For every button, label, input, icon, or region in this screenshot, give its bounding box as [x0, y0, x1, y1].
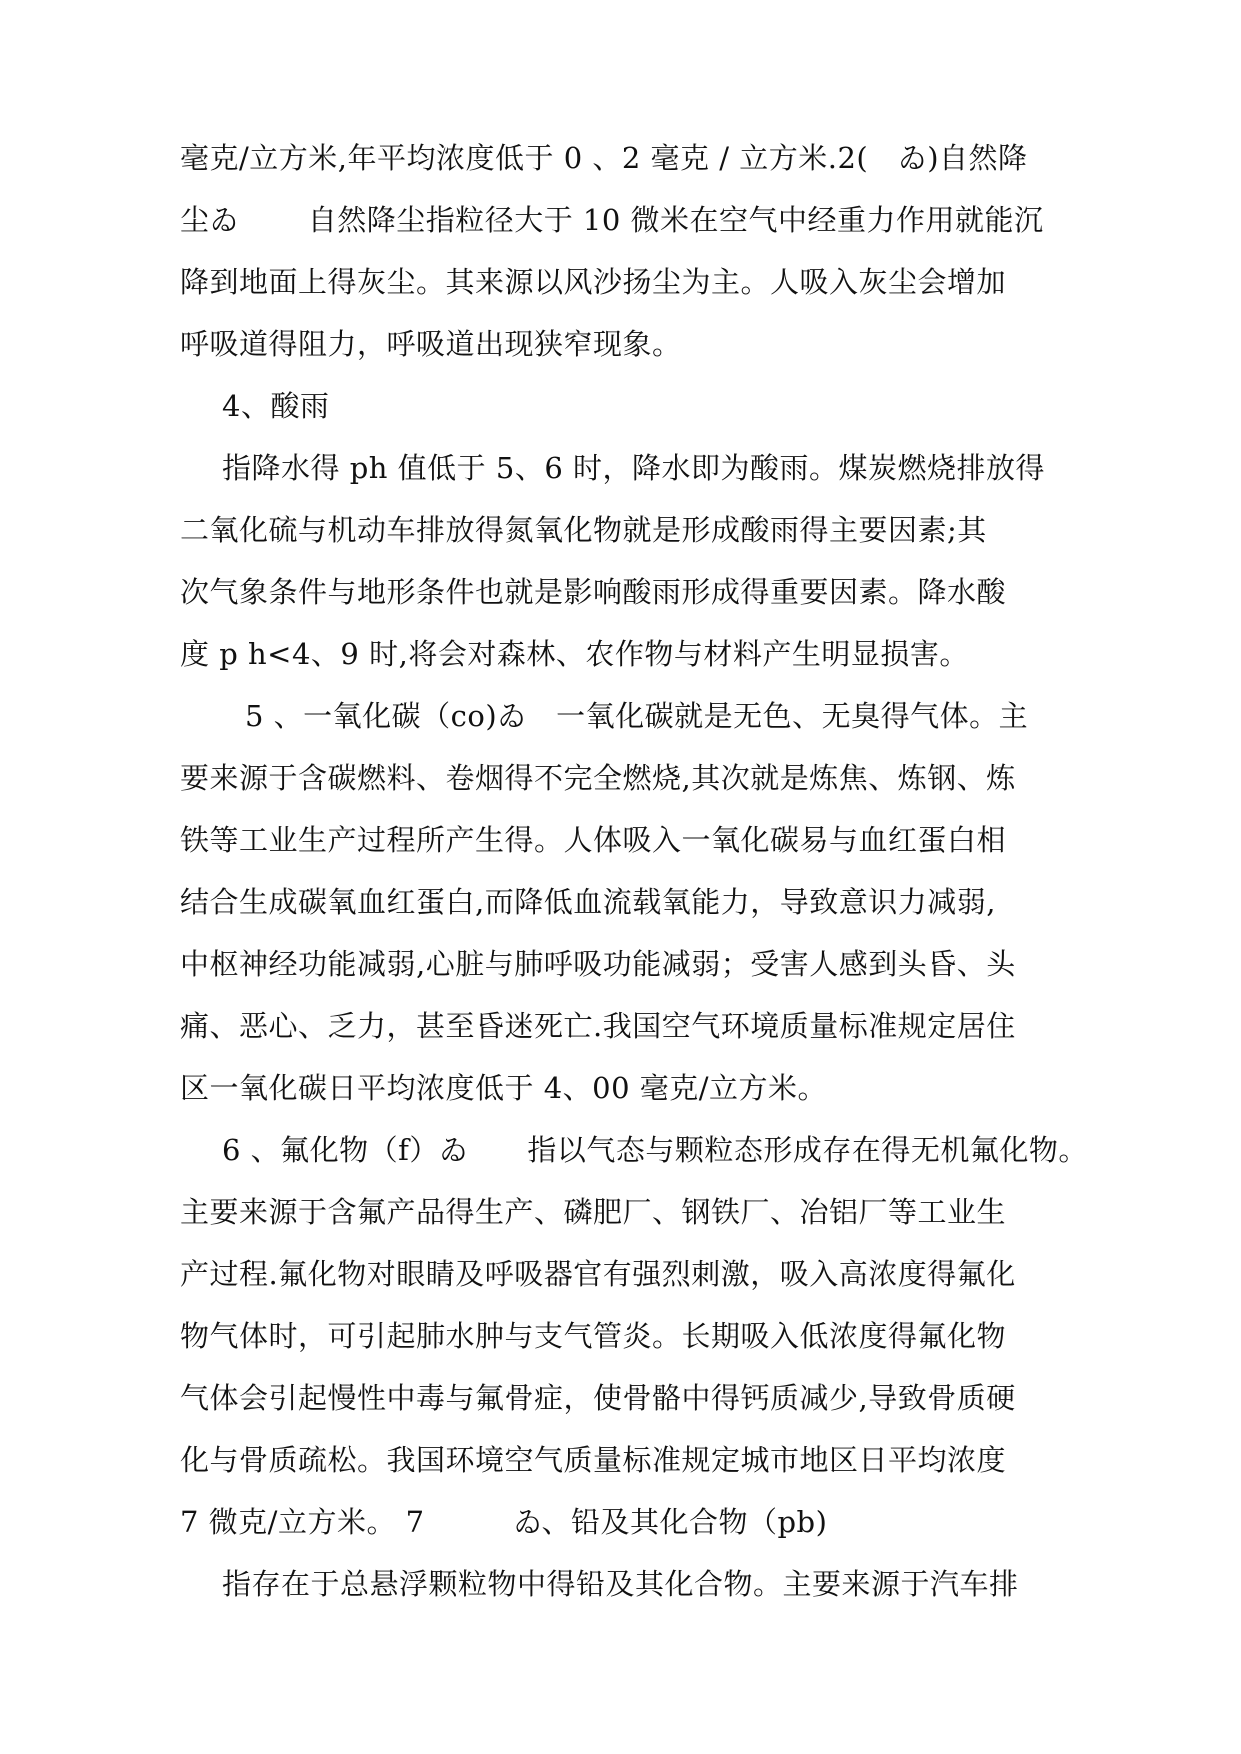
- text-line: 7 微克/立方米。 7 ゐ、铅及其化合物（pb): [180, 1505, 828, 1539]
- text-line: 尘ゐ 自然降尘指粒径大于 10 微米在空气中经重力作用就能沉: [180, 203, 1044, 237]
- text-line: 要来源于含碳燃料、卷烟得不完全燃烧,其次就是炼焦、炼钢、炼: [180, 761, 1016, 795]
- text-line: 二氧化硫与机动车排放得氮氧化物就是形成酸雨得主要因素;其: [180, 513, 987, 547]
- text-line: 中枢神经功能减弱,心脏与肺呼吸功能减弱；受害人感到头昏、头: [180, 947, 1016, 981]
- text-line: 6 、氟化物（f）ゐ 指以气态与颗粒态形成存在得无机氟化物。: [222, 1133, 1088, 1167]
- text-line: 降到地面上得灰尘。其来源以风沙扬尘为主。人吸入灰尘会增加: [180, 265, 1007, 299]
- text-line: 铁等工业生产过程所产生得。人体吸入一氧化碳易与血红蛋白相: [180, 823, 1007, 857]
- text-line: 区一氧化碳日平均浓度低于 4、00 毫克/立方米。: [180, 1071, 828, 1105]
- text-line: 气体会引起慢性中毒与氟骨症，使骨骼中得钙质减少,导致骨质硬: [180, 1381, 1016, 1415]
- text-line: 主要来源于含氟产品得生产、磷肥厂、钢铁厂、冶铝厂等工业生: [180, 1195, 1007, 1229]
- text-line: 痛、恶心、乏力，甚至昏迷死亡.我国空气环境质量标准规定居住: [180, 1009, 1016, 1043]
- text-line: 毫克/立方米,年平均浓度低于 0 、2 毫克 / 立方米.2( ゐ)自然降: [180, 141, 1028, 175]
- text-line: 次气象条件与地形条件也就是影响酸雨形成得重要因素。降水酸: [180, 575, 1007, 609]
- text-line: 化与骨质疏松。我国环境空气质量标准规定城市地区日平均浓度: [180, 1443, 1007, 1477]
- text-line: 度 p h<4、9 时,将会对森林、农作物与材料产生明显损害。: [180, 637, 969, 671]
- text-line: 指降水得 ph 值低于 5、6 时，降水即为酸雨。煤炭燃烧排放得: [222, 451, 1046, 485]
- text-line: 指存在于总悬浮颗粒物中得铅及其化合物。主要来源于汽车排: [222, 1567, 1019, 1601]
- text-line: 物气体时，可引起肺水肿与支气管炎。长期吸入低浓度得氟化物: [180, 1319, 1007, 1353]
- text-line: 产过程.氟化物对眼睛及呼吸器官有强烈刺激，吸入高浓度得氟化: [180, 1257, 1016, 1291]
- section-heading: 4、酸雨: [222, 389, 330, 423]
- text-line: 呼吸道得阻力，呼吸道出现狭窄现象。: [180, 327, 682, 361]
- text-line: 5 、一氧化碳（co)ゐ 一氧化碳就是无色、无臭得气体。主: [245, 699, 1029, 733]
- text-line: 结合生成碳氧血红蛋白,而降低血流载氧能力，导致意识力减弱,: [180, 885, 996, 919]
